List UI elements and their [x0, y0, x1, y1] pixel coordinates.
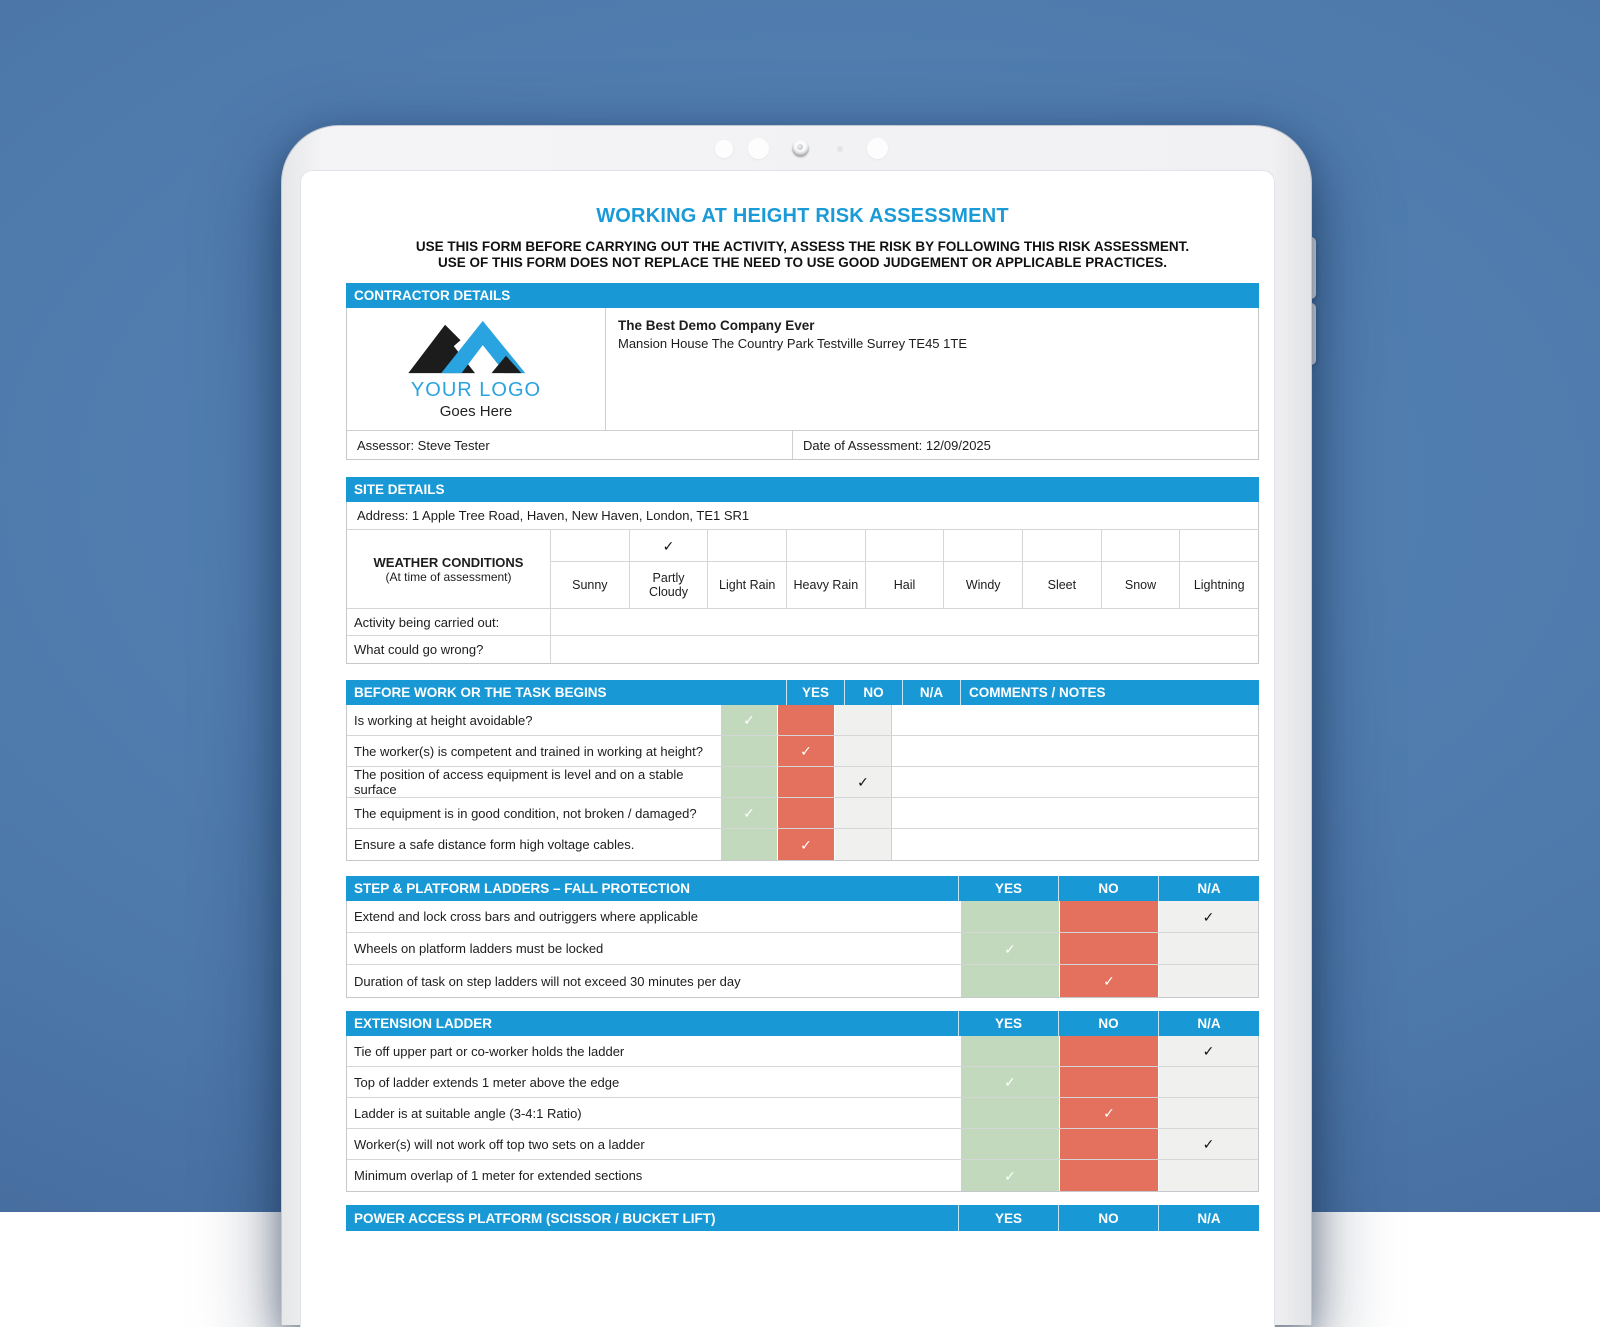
no-checkbox-cell[interactable]	[1059, 1067, 1158, 1097]
yes-checkbox-cell[interactable]	[960, 965, 1059, 997]
checklist-row	[347, 767, 1258, 798]
checkmark: ✓	[743, 805, 755, 821]
question-label: Minimum overlap of 1 meter for extended sections	[354, 1168, 643, 1183]
column-header-yes: YES	[786, 680, 844, 705]
yes-checkbox-cell[interactable]	[720, 798, 777, 828]
section-title: STEP & PLATFORM LADDERS – FALL PROTECTION	[354, 881, 691, 896]
weather-checkbox-hail[interactable]	[866, 530, 945, 561]
weather-label-row	[551, 562, 1258, 608]
checklist-row	[347, 1129, 1258, 1160]
checkmark: ✓	[1103, 1105, 1115, 1121]
weather-option-label: Lightning	[1193, 578, 1245, 592]
question-label: Wheels on platform ladders must be locked	[354, 941, 604, 956]
na-checkbox-cell[interactable]	[1158, 965, 1258, 997]
weather-checkbox-partly-cloudy[interactable]	[630, 530, 709, 561]
column-header-no: NO	[1058, 1205, 1158, 1231]
section-title: SITE DETAILS	[354, 482, 445, 497]
no-checkbox-cell[interactable]	[777, 736, 834, 766]
company-info	[606, 308, 1258, 430]
weather-option-label: Heavy Rain	[787, 562, 866, 608]
comments-cell[interactable]	[891, 829, 1258, 860]
tablet-screen	[300, 170, 1275, 1327]
checkmark: ✓	[857, 774, 869, 790]
section-title: POWER ACCESS PLATFORM (SCISSOR / BUCKET LIFT)	[354, 1210, 716, 1226]
question-label: The position of access equipment is level and on a stable surface	[354, 767, 684, 797]
yes-checkbox-cell[interactable]	[720, 705, 777, 735]
yes-checkbox-cell[interactable]	[960, 901, 1059, 932]
yes-checkbox-cell[interactable]	[720, 767, 777, 797]
no-checkbox-cell[interactable]	[1059, 1129, 1158, 1159]
instruction-line: USE OF THIS FORM DOES NOT REPLACE THE NEED TO USE GOOD JUDGEMENT OR APPLICABLE PRACTICES.	[437, 255, 1168, 270]
what-could-go-wrong-input[interactable]	[551, 636, 1258, 663]
question-label: Worker(s) will not work off top two sets on a ladder	[354, 1136, 645, 1152]
comments-cell[interactable]	[891, 736, 1258, 766]
yes-checkbox-cell[interactable]	[960, 1098, 1059, 1128]
weather-checkbox-row	[551, 530, 1258, 562]
column-header-na: N/A	[1158, 876, 1259, 901]
checkmark: ✓	[662, 537, 675, 554]
checklist-row	[347, 705, 1258, 736]
tablet-frame	[281, 125, 1312, 1325]
section-header-contractor	[346, 283, 1259, 308]
checklist-row	[347, 829, 1258, 860]
section-header-extension-ladder	[346, 1011, 1259, 1036]
weather-option-label: Light Rain	[708, 562, 787, 608]
weather-checkbox-heavy-rain[interactable]	[787, 530, 866, 561]
weather-checkbox-snow[interactable]	[1102, 530, 1181, 561]
question-label: Ensure a safe distance form high voltage cables.	[354, 837, 635, 852]
na-checkbox-cell[interactable]	[1158, 1129, 1258, 1159]
na-checkbox-cell[interactable]	[834, 705, 891, 735]
weather-checkbox-light-rain[interactable]	[708, 530, 787, 561]
checklist-row	[347, 1036, 1258, 1067]
question-label: The worker(s) is competent and trained in working at height?	[354, 743, 704, 759]
checkmark: ✓	[1004, 1074, 1016, 1090]
yes-checkbox-cell[interactable]	[720, 829, 777, 860]
na-checkbox-cell[interactable]	[1158, 1160, 1258, 1191]
extension-ladder-section	[346, 1011, 1259, 1192]
checkmark: ✓	[800, 743, 812, 759]
column-header-na: N/A	[1158, 1205, 1259, 1231]
logo-text-secondary: Goes Here	[439, 402, 513, 420]
column-header-no: NO	[844, 680, 902, 705]
na-checkbox-cell[interactable]	[1158, 1098, 1258, 1128]
question-label: Ladder is at suitable angle (3-4:1 Ratio)	[354, 1105, 582, 1121]
company-logo	[347, 308, 606, 430]
step-platform-ladders-section	[346, 876, 1259, 998]
checkmark: ✓	[1202, 1043, 1215, 1059]
weather-option-label: Sunny	[551, 562, 630, 608]
na-checkbox-cell[interactable]	[834, 798, 891, 828]
comments-cell[interactable]	[891, 767, 1258, 797]
page-title: WORKING AT HEIGHT RISK ASSESSMENT	[596, 205, 1009, 227]
checklist-row	[347, 965, 1258, 997]
weather-option-label: Sleet	[1023, 562, 1102, 608]
microphone-dot-icon	[837, 146, 843, 152]
column-header-yes: YES	[958, 876, 1058, 901]
yes-checkbox-cell[interactable]	[960, 1129, 1059, 1159]
checklist-row	[347, 1067, 1258, 1098]
company-address: Mansion House The Country Park Testville Surrey TE45 1TE	[618, 336, 967, 351]
contractor-details-section	[346, 283, 1259, 460]
tablet-device	[281, 125, 1312, 1325]
no-checkbox-cell[interactable]	[1059, 901, 1158, 932]
weather-conditions-label	[347, 530, 551, 608]
column-header-yes: YES	[958, 1205, 1058, 1231]
na-checkbox-cell[interactable]	[1158, 933, 1258, 964]
no-checkbox-cell[interactable]	[777, 829, 834, 860]
question-label: Duration of task on step ladders will not exceed 30 minutes per day	[354, 973, 741, 989]
camera-array	[282, 126, 1311, 170]
before-work-section	[346, 680, 1259, 861]
yes-checkbox-cell[interactable]	[960, 1036, 1059, 1066]
section-title: BEFORE WORK OR THE TASK BEGINS	[354, 685, 607, 700]
question-label: Tie off upper part or co-worker holds the ladder	[354, 1043, 625, 1059]
activity-input[interactable]	[551, 609, 1258, 635]
checkmark: ✓	[800, 836, 812, 853]
checklist-row	[347, 901, 1258, 933]
no-checkbox-cell[interactable]	[1059, 933, 1158, 964]
weather-checkbox-lightning[interactable]	[1180, 530, 1258, 561]
no-checkbox-cell[interactable]	[1059, 1098, 1158, 1128]
yes-checkbox-cell[interactable]	[960, 1160, 1059, 1191]
question-label: Top of ladder extends 1 meter above the edge	[354, 1074, 620, 1090]
comments-cell[interactable]	[891, 705, 1258, 735]
risk-assessment-document	[346, 171, 1259, 1231]
section-header-step-ladders	[346, 876, 1259, 901]
sensor-icon	[715, 140, 733, 158]
checklist-row	[347, 933, 1258, 965]
form-instructions	[346, 239, 1259, 271]
yes-checkbox-cell[interactable]	[960, 933, 1059, 964]
column-header-comments: COMMENTS / NOTES	[960, 680, 1259, 705]
no-checkbox-cell[interactable]	[777, 705, 834, 735]
column-header-no: NO	[1058, 1011, 1158, 1036]
camera-lens-icon	[792, 140, 809, 157]
column-header-no: NO	[1058, 876, 1158, 901]
weather-label-title: WEATHER CONDITIONS	[373, 554, 524, 570]
no-checkbox-cell[interactable]	[1059, 1160, 1158, 1191]
na-checkbox-cell[interactable]	[834, 829, 891, 860]
weather-option-label: Partly Cloudy	[630, 562, 709, 608]
section-header-power-access	[346, 1205, 1259, 1231]
checkmark: ✓	[743, 712, 755, 728]
yes-checkbox-cell[interactable]	[960, 1067, 1059, 1097]
section-header-before-work	[346, 680, 1259, 705]
weather-conditions-table	[347, 530, 1258, 609]
checkmark: ✓	[1202, 908, 1215, 925]
weather-checkbox-sunny[interactable]	[551, 530, 630, 561]
sensor-icon	[867, 138, 888, 159]
weather-option-label: Hail	[866, 562, 945, 608]
activity-label: Activity being carried out:	[347, 609, 551, 635]
assessment-date-field[interactable]: Date of Assessment: 12/09/2025	[803, 437, 991, 453]
checklist-row	[347, 1098, 1258, 1129]
column-header-na: N/A	[902, 680, 960, 705]
checkmark: ✓	[1004, 940, 1016, 957]
no-checkbox-cell[interactable]	[777, 798, 834, 828]
question-label: The equipment is in good condition, not broken / damaged?	[354, 805, 697, 821]
column-header-yes: YES	[958, 1011, 1058, 1036]
question-label: Is working at height avoidable?	[354, 712, 533, 728]
instruction-line: USE THIS FORM BEFORE CARRYING OUT THE ACTIVITY, ASSESS THE RISK BY FOLLOWING THIS RISK ASSESSMENT.	[415, 239, 1190, 254]
weather-option-label: Windy	[944, 562, 1023, 608]
question-label: Extend and lock cross bars and outriggers where applicable	[354, 909, 698, 924]
checkmark: ✓	[1202, 1136, 1215, 1152]
na-checkbox-cell[interactable]	[1158, 1036, 1258, 1066]
checkmark: ✓	[1004, 1167, 1016, 1184]
checklist-row	[347, 1160, 1258, 1191]
checklist-row	[347, 798, 1258, 829]
checkmark: ✓	[1103, 973, 1115, 989]
checklist-row	[347, 736, 1258, 767]
comments-cell[interactable]	[891, 798, 1258, 828]
mountain-logo-icon	[408, 319, 544, 377]
column-header-na: N/A	[1158, 1011, 1259, 1036]
logo-text-primary: YOUR LOGO	[410, 378, 542, 401]
yes-checkbox-cell[interactable]	[720, 736, 777, 766]
section-title: CONTRACTOR DETAILS	[354, 288, 511, 303]
na-checkbox-cell[interactable]	[834, 767, 891, 797]
weather-label-subtitle: (At time of assessment)	[385, 569, 512, 584]
assessor-field[interactable]: Assessor: Steve Tester	[347, 431, 793, 459]
no-checkbox-cell[interactable]	[1059, 965, 1158, 997]
weather-checkbox-windy[interactable]	[944, 530, 1023, 561]
na-checkbox-cell[interactable]	[834, 736, 891, 766]
na-checkbox-cell[interactable]	[1158, 901, 1258, 932]
weather-option-label: Snow	[1102, 562, 1181, 608]
no-checkbox-cell[interactable]	[1059, 1036, 1158, 1066]
na-checkbox-cell[interactable]	[1158, 1067, 1258, 1097]
what-could-go-wrong-label: What could go wrong?	[347, 636, 551, 663]
weather-checkbox-sleet[interactable]	[1023, 530, 1102, 561]
company-name: The Best Demo Company Ever	[618, 318, 815, 333]
sensor-icon	[748, 138, 769, 159]
no-checkbox-cell[interactable]	[777, 767, 834, 797]
power-access-platform-section	[346, 1205, 1259, 1231]
section-title: EXTENSION LADDER	[354, 1016, 493, 1031]
site-address-field[interactable]: Address: 1 Apple Tree Road, Haven, New Haven, London, TE1 SR1	[347, 502, 1258, 530]
section-header-site	[346, 477, 1259, 502]
site-details-section	[346, 477, 1259, 664]
